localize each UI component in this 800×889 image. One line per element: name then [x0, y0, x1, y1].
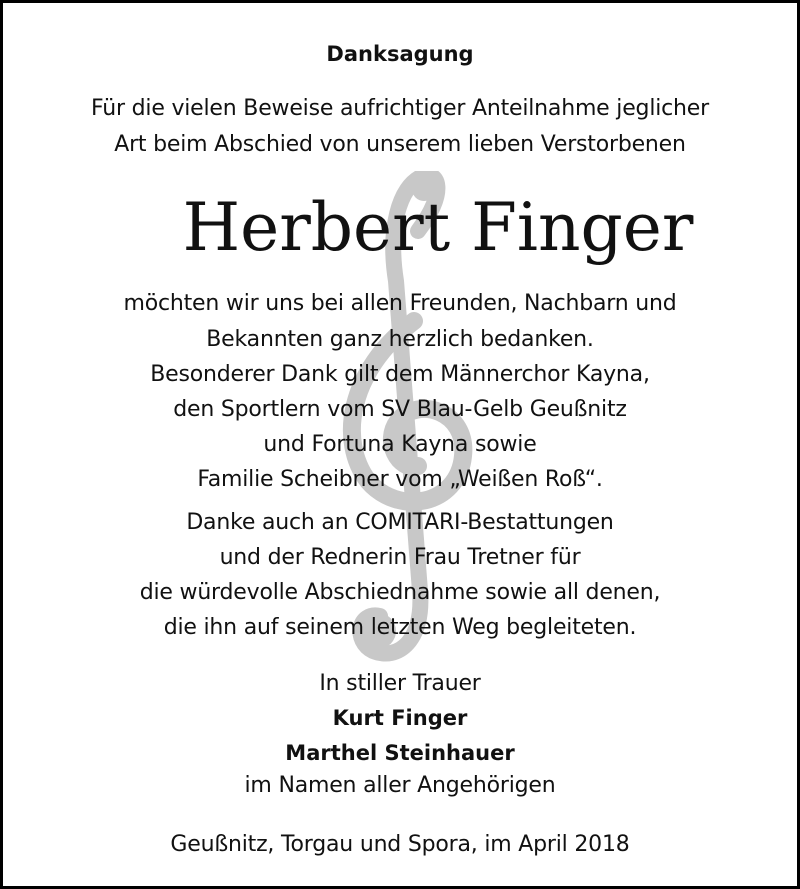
notice-text — [3, 3, 797, 886]
mourning-outro: im Namen aller Angehörigen — [244, 773, 556, 798]
thanks-more-line: Danke auch an COMITARI-Bestattungen — [186, 510, 614, 535]
intro-line: Art beim Abschied von unserem lieben Verstorbenen — [114, 132, 686, 157]
thanks-line: Bekannten ganz herzlich bedanken. — [206, 327, 594, 352]
thanks-line: möchten wir uns bei allen Freunden, Nachbarn und — [123, 291, 677, 316]
mourner-name: Marthel Steinhauer — [285, 741, 515, 765]
notice-heading: Danksagung — [326, 42, 474, 66]
mourner-name: Kurt Finger — [332, 706, 468, 730]
thanks-line: den Sportlern vom SV Blau-Gelb Geußnitz — [173, 397, 627, 422]
intro-line: Für die vielen Beweise aufrichtiger Anteilnahme jeglicher — [91, 96, 709, 121]
thanks-more-line: die ihn auf seinem letzten Weg begleiteten. — [163, 615, 637, 640]
mourning-intro: In stiller Trauer — [319, 671, 481, 696]
thanks-more-line: die würdevolle Abschiednahme sowie all denen, — [139, 580, 661, 605]
thanks-line: Familie Scheibner vom „Weißen Roß“. — [197, 467, 603, 492]
thanks-line: und Fortuna Kayna sowie — [263, 432, 537, 457]
place-date: Geußnitz, Torgau und Spora, im April 2018 — [170, 832, 630, 857]
thanks-more-line: und der Rednerin Frau Tretner für — [219, 545, 581, 570]
thanks-line: Besonderer Dank gilt dem Männerchor Kayna, — [150, 362, 650, 387]
deceased-name: Herbert Finger — [182, 189, 694, 266]
